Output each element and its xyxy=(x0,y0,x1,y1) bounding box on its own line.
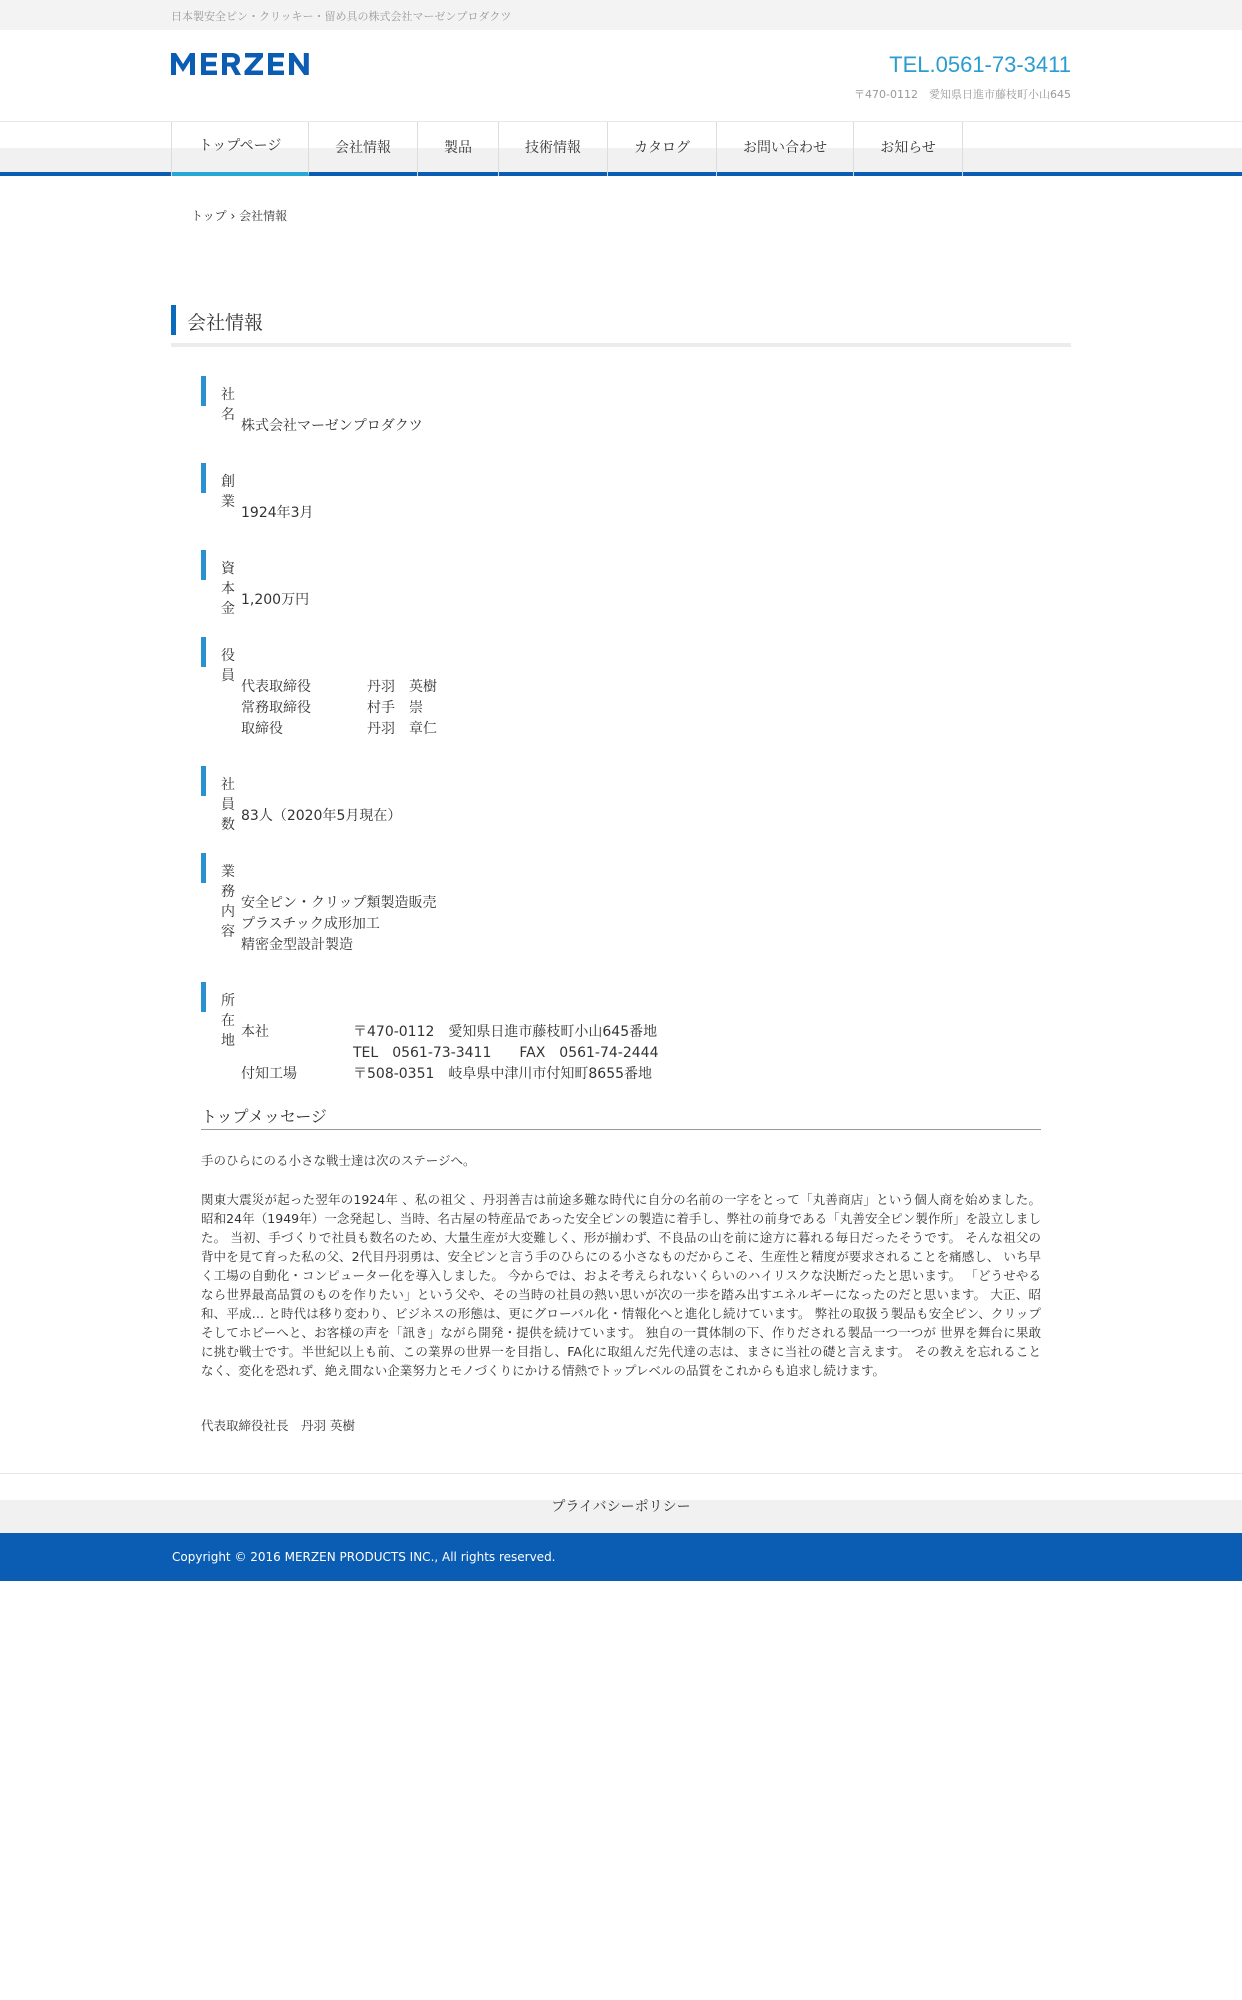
nav-item-top[interactable] xyxy=(172,122,309,176)
nav-item-products[interactable] xyxy=(418,122,499,176)
founded-value: 1924年3月 xyxy=(241,505,314,521)
officer-role: 常務取締役 xyxy=(241,700,311,716)
message-lead: 手のひらにのる小さな戦士達は次のステージへ。 xyxy=(201,1153,476,1168)
merzen-logo[interactable] xyxy=(171,48,323,78)
employees-value: 83人（2020年5月現在） xyxy=(241,808,402,824)
section-accent-bar xyxy=(201,550,206,580)
hq-label: 本社 xyxy=(241,1024,269,1040)
section-accent-bar xyxy=(201,982,206,1012)
message-signature: 代表取締役社長 丹羽 英樹 xyxy=(201,1418,355,1433)
nav-item-contact[interactable] xyxy=(717,122,854,176)
nav-item-tech[interactable] xyxy=(499,122,608,176)
officer-role: 代表取締役 xyxy=(241,679,311,695)
section-label: 社名 xyxy=(221,387,235,423)
section-label: 社員数 xyxy=(221,777,235,833)
nav-label: お問い合わせ xyxy=(743,140,827,156)
global-nav xyxy=(0,122,1242,178)
nav-label: トップページ xyxy=(198,138,282,154)
business-item: 安全ピン・クリップ類製造販売 xyxy=(241,895,437,911)
company-name-value: 株式会社マーゼンプロダクツ xyxy=(241,418,423,434)
nav-label: 会社情報 xyxy=(335,140,391,156)
capital-value: 1,200万円 xyxy=(241,592,310,608)
officer-name: 村手 崇 xyxy=(367,700,423,716)
breadcrumb[interactable]: トップ › 会社情報 xyxy=(191,209,288,223)
header-address: 〒470-0112 愛知県日進市藤枝町小山645 xyxy=(854,88,1071,101)
nav-label: お知らせ xyxy=(880,140,936,156)
site-header xyxy=(0,30,1242,122)
nav-item-catalog[interactable] xyxy=(608,122,717,176)
nav-label: 製品 xyxy=(444,140,472,156)
page-title: 会社情報 xyxy=(187,312,264,334)
nav-label: 技術情報 xyxy=(525,140,581,156)
copyright-text: Copyright © 2016 MERZEN PRODUCTS INC., All rights reserved. xyxy=(172,1550,556,1564)
nav-label: カタログ xyxy=(634,140,690,156)
hq-contact: TEL 0561-73-3411 FAX 0561-74-2444 xyxy=(353,1045,659,1061)
section-accent-bar xyxy=(201,766,206,796)
title-accent-bar xyxy=(171,305,176,335)
top-bar xyxy=(0,0,1242,30)
business-item: プラスチック成形加工 xyxy=(241,916,380,932)
merzen-logo-mark xyxy=(171,48,323,78)
section-accent-bar xyxy=(201,376,206,406)
section-label: 創業 xyxy=(221,474,235,510)
message-heading xyxy=(201,1104,1041,1130)
section-accent-bar xyxy=(201,853,206,883)
page-title-block xyxy=(171,305,1071,347)
privacy-policy-link[interactable]: プライバシーポリシー xyxy=(551,1499,691,1515)
section-accent-bar xyxy=(201,637,206,667)
officer-role: 取締役 xyxy=(241,721,283,737)
officer-name: 丹羽 章仁 xyxy=(367,721,437,737)
message-body: 関東大震災が起った翌年の1924年 、私の祖父 、丹羽善吉は前途多難な時代に自分の名前の一字をとって「丸善商店」という個人商を始めました。 昭和24年（1949年）一念発起し、当時、名古屋の特産品であった安全ピンの製造に着手し、弊社の前身である「丸善安全ピン製作所」を設立しました。 当初、手づくりで社員も数名のため、大量生産が大変難しく、形が揃わず、不良品の山を前に途方に暮れる毎日だったそうです。 そんな祖父の背中を見て育った私の父、2代目丹羽勇は、安全ピンと言う手のひらにのる小さなものだからこそ、生産性と精度が要求されることを痛感し、 いち早く工場の自動化・コンピューター化を導入しました。 今からでは、およそ考えられないくらいのハイリスクな決断だったと思います。 「どうせやるなら世界最高品質のものを作りたい」という父や、その当時の社員の熱い思いが次の一歩を踏み出すエネルギーになったのだと思います。 大正、昭和、平成… と時代は移り変わり、ビジネスの形態は、更にグローバル化・情報化へと進化し続けています。 弊社の取扱う製品も安全ピン、クリップそしてホビーへと、お客様の声を「訊き」ながら開発・提供を続けています。 独自の一貫体制の下、作りだされる製品一つ一つが 世界を舞台に果敢に挑む戦士です。半世紀以上も前、この業界の世界一を目指し、FA化に取組んだ先代達の志は、まさに当社の礎と言えます。 その教えを忘れることなく、変化を恐れず、絶え間ない企業努力とモノづくりにかける情熱でトップレベルの品質をこれからも追求し続けます。 xyxy=(201,1192,1041,1378)
section-label: 業務内容 xyxy=(221,864,235,940)
business-item: 精密金型設計製造 xyxy=(241,937,353,953)
footer-divider xyxy=(0,1473,1242,1474)
nav-item-news[interactable] xyxy=(854,122,963,176)
tagline: 日本製安全ピン・クリッキー・留め具の株式会社マーゼンプロダクツ xyxy=(171,10,512,23)
section-label: 役員 xyxy=(221,648,235,684)
section-label: 資本金 xyxy=(221,561,235,617)
phone-number: TEL.0561-73-3411 xyxy=(889,52,1071,77)
factory-address: 〒508-0351 岐阜県中津川市付知町8655番地 xyxy=(353,1066,653,1082)
section-label: 所在地 xyxy=(221,993,235,1049)
section-accent-bar xyxy=(201,463,206,493)
factory-label: 付知工場 xyxy=(241,1066,297,1082)
nav-item-company[interactable] xyxy=(309,122,418,176)
message-heading-text: トップメッセージ xyxy=(201,1107,327,1126)
officer-name: 丹羽 英樹 xyxy=(367,679,437,695)
hq-address: 〒470-0112 愛知県日進市藤枝町小山645番地 xyxy=(353,1024,658,1040)
copyright-band xyxy=(0,1533,1242,1581)
